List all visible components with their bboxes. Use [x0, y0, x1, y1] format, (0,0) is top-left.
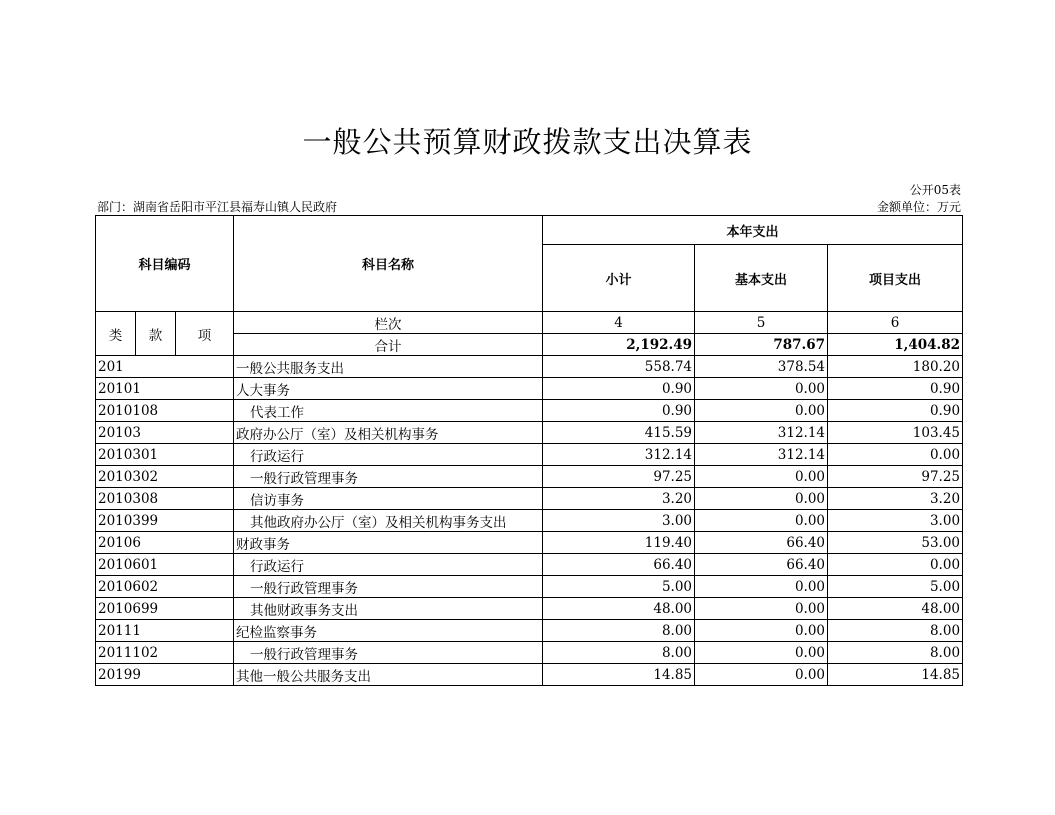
row-project: 103.45 — [828, 422, 963, 444]
total-subtotal: 2,192.49 — [543, 334, 695, 356]
header-subtotal: 小计 — [543, 245, 695, 312]
row-basic: 66.40 — [695, 532, 828, 554]
row-code: 2010602 — [96, 576, 234, 598]
row-subtotal: 66.40 — [543, 554, 695, 576]
row-code: 201 — [96, 356, 234, 378]
column-no-label: 栏次 — [234, 312, 543, 334]
row-subtotal: 0.90 — [543, 378, 695, 400]
row-subtotal: 312.14 — [543, 444, 695, 466]
row-name: 行政运行 — [234, 554, 543, 576]
header-xiang: 项 — [176, 312, 234, 356]
row-basic: 0.00 — [695, 400, 828, 422]
table-row — [96, 532, 963, 554]
row-name: 信访事务 — [234, 488, 543, 510]
row-project: 3.00 — [828, 510, 963, 532]
row-basic: 0.00 — [695, 576, 828, 598]
row-code: 20106 — [96, 532, 234, 554]
table-row — [96, 378, 963, 400]
row-project: 53.00 — [828, 532, 963, 554]
table-row — [96, 598, 963, 620]
row-basic: 66.40 — [695, 554, 828, 576]
row-project: 8.00 — [828, 620, 963, 642]
table-row — [96, 356, 963, 378]
row-basic: 378.54 — [695, 356, 828, 378]
row-subtotal: 48.00 — [543, 598, 695, 620]
row-subtotal: 97.25 — [543, 466, 695, 488]
total-project: 1,404.82 — [828, 334, 963, 356]
row-name: 一般公共服务支出 — [234, 356, 543, 378]
row-basic: 0.00 — [695, 378, 828, 400]
row-project: 8.00 — [828, 642, 963, 664]
row-name: 财政事务 — [234, 532, 543, 554]
row-name: 一般行政管理事务 — [234, 642, 543, 664]
row-name: 其他政府办公厅（室）及相关机构事务支出 — [234, 510, 543, 532]
row-code: 2010399 — [96, 510, 234, 532]
row-basic: 0.00 — [695, 664, 828, 686]
row-code: 2010308 — [96, 488, 234, 510]
row-project: 48.00 — [828, 598, 963, 620]
row-subtotal: 5.00 — [543, 576, 695, 598]
form-number: 公开05表 — [909, 183, 961, 197]
table-row — [96, 554, 963, 576]
row-basic: 0.00 — [695, 510, 828, 532]
row-project: 5.00 — [828, 576, 963, 598]
row-name: 一般行政管理事务 — [234, 466, 543, 488]
table-row — [96, 620, 963, 642]
row-code: 2010302 — [96, 466, 234, 488]
row-subtotal: 558.74 — [543, 356, 695, 378]
row-basic: 0.00 — [695, 488, 828, 510]
row-name: 其他一般公共服务支出 — [234, 664, 543, 686]
total-basic: 787.67 — [695, 334, 828, 356]
row-name: 一般行政管理事务 — [234, 576, 543, 598]
row-subtotal: 8.00 — [543, 620, 695, 642]
row-basic: 0.00 — [695, 620, 828, 642]
header-lei: 类 — [96, 312, 136, 356]
table-row — [96, 488, 963, 510]
row-name: 行政运行 — [234, 444, 543, 466]
row-basic: 0.00 — [695, 466, 828, 488]
row-code: 2010108 — [96, 400, 234, 422]
column-no-4: 4 — [543, 312, 695, 334]
expenditure-table — [95, 215, 963, 686]
row-name: 人大事务 — [234, 378, 543, 400]
row-name: 政府办公厅（室）及相关机构事务 — [234, 422, 543, 444]
row-code: 2010601 — [96, 554, 234, 576]
row-subtotal: 415.59 — [543, 422, 695, 444]
table-row — [96, 466, 963, 488]
row-basic: 312.14 — [695, 422, 828, 444]
row-code: 20199 — [96, 664, 234, 686]
row-code: 20103 — [96, 422, 234, 444]
row-subtotal: 0.90 — [543, 400, 695, 422]
header-kuan: 款 — [136, 312, 176, 356]
department-label: 部门：湖南省岳阳市平江县福寿山镇人民政府 — [97, 200, 338, 214]
row-project: 0.90 — [828, 378, 963, 400]
column-no-5: 5 — [695, 312, 828, 334]
row-name: 纪检监察事务 — [234, 620, 543, 642]
row-code: 2010301 — [96, 444, 234, 466]
row-code: 2011102 — [96, 642, 234, 664]
row-project: 0.00 — [828, 444, 963, 466]
row-code: 2010699 — [96, 598, 234, 620]
row-name: 代表工作 — [234, 400, 543, 422]
header-current-year: 本年支出 — [543, 216, 963, 245]
row-project: 3.20 — [828, 488, 963, 510]
row-name: 其他财政事务支出 — [234, 598, 543, 620]
row-project: 0.00 — [828, 554, 963, 576]
header-basic: 基本支出 — [695, 245, 828, 312]
table-row — [96, 422, 963, 444]
row-subtotal: 3.20 — [543, 488, 695, 510]
page-title: 一般公共预算财政拨款支出决算表 — [302, 125, 753, 159]
total-label: 合计 — [234, 334, 543, 356]
row-project: 14.85 — [828, 664, 963, 686]
table-row — [96, 642, 963, 664]
row-basic: 0.00 — [695, 642, 828, 664]
unit-label: 金额单位：万元 — [876, 200, 961, 214]
row-basic: 0.00 — [695, 598, 828, 620]
row-subtotal: 3.00 — [543, 510, 695, 532]
column-no-6: 6 — [828, 312, 963, 334]
row-subtotal: 14.85 — [543, 664, 695, 686]
row-code: 20101 — [96, 378, 234, 400]
header-code: 科目编码 — [96, 216, 234, 312]
header-project: 项目支出 — [828, 245, 963, 312]
table-row — [96, 444, 963, 466]
row-project: 0.90 — [828, 400, 963, 422]
row-subtotal: 8.00 — [543, 642, 695, 664]
table-row — [96, 664, 963, 686]
row-project: 97.25 — [828, 466, 963, 488]
row-project: 180.20 — [828, 356, 963, 378]
row-basic: 312.14 — [695, 444, 828, 466]
row-subtotal: 119.40 — [543, 532, 695, 554]
table-row — [96, 400, 963, 422]
table-row — [96, 510, 963, 532]
table-row — [96, 576, 963, 598]
row-code: 20111 — [96, 620, 234, 642]
header-name: 科目名称 — [234, 216, 543, 312]
